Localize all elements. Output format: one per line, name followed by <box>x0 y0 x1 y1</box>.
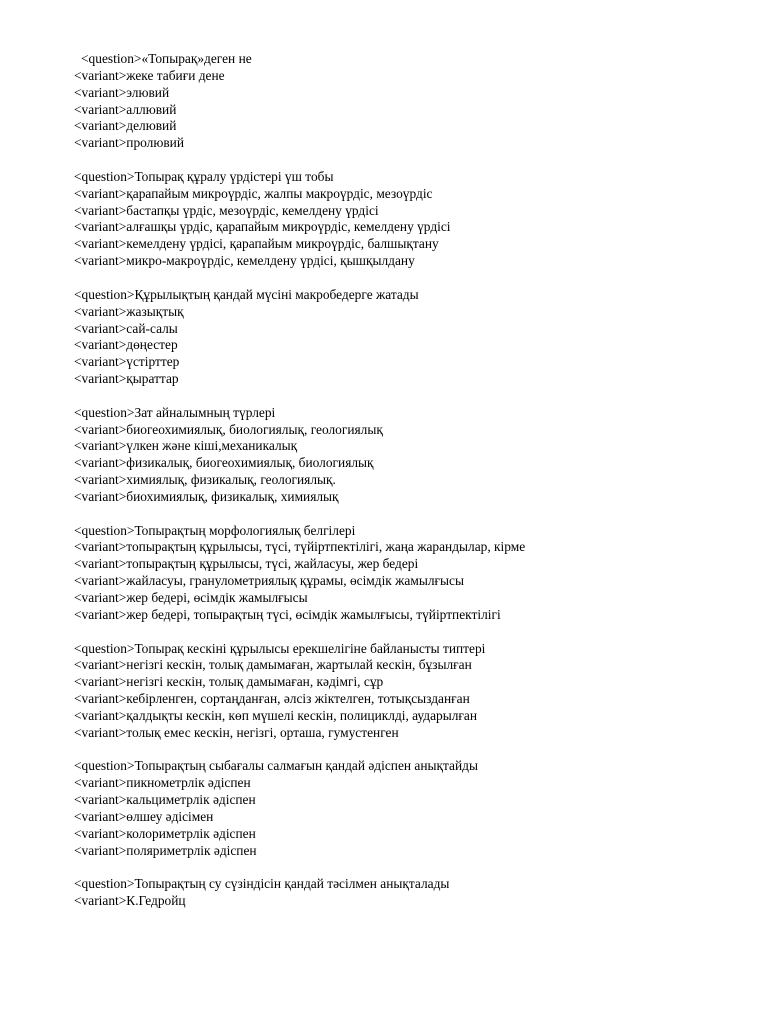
variant-text: <variant>қалдықты кескін, көп мүшелі кескін, полициклді, аударылған <box>74 707 478 723</box>
question-text: <question>«Топырақ»деген не <box>81 51 252 66</box>
variant-text: <variant>К.Гедройц <box>74 893 186 909</box>
variant-text: <variant>топырақтың құрылысы, түсі, жайласуы, жер бедері <box>74 556 419 572</box>
variant-text: <variant>өлшеу әдісімен <box>74 808 214 824</box>
variant-text: <variant>делювий <box>74 118 177 134</box>
variant-text: <variant>биогеохимиялық, биологиялық, геологиялық <box>74 421 383 437</box>
variant-text: <variant>толық емес кескін, негізгі, орташа, гумустенген <box>74 724 399 740</box>
question-text: <question>Топырақ кескіні құрылысы ерекшелігіне байланысты типтері <box>74 640 486 656</box>
variant-text: <variant>үлкен және кіші,механикалық <box>74 438 298 454</box>
variant-text: <variant>жер бедері, өсімдік жамылғысы <box>74 590 308 605</box>
question-text: <question>Құрылықтың қандай мүсіні макробедерге жатады <box>74 286 419 302</box>
variant-text: <variant>сай-салы <box>74 320 178 336</box>
variant-text: <variant>жазықтық <box>74 303 184 319</box>
variant-text: <variant>жер бедері, топырақтың түсі, өсімдік жамылғысы, түйіртпектілігі <box>74 606 501 622</box>
variant-text: <variant>кебірленген, сортаңданған, әлсіз жіктелген, тотықсызданған <box>74 691 470 707</box>
variant-text: <variant>колориметрлік әдіспен <box>74 825 256 841</box>
variant-text: <variant>микро-макроүрдіс, кемелдену үрдісі, қышқылдану <box>74 253 415 269</box>
variant-text: <variant>пролювий <box>74 135 185 151</box>
variant-text: <variant>жайласуы, гранулометриялық құрамы, өсімдік жамылғысы <box>74 573 464 589</box>
variant-text: <variant>негізгі кескін, толық дамымаған, жартылай кескін, бұзылған <box>74 657 472 673</box>
question-block <box>74 641 734 742</box>
question-block <box>74 51 734 152</box>
question-text: <question>Топырақтың морфологиялық белгілері <box>74 522 356 538</box>
question-text: <question>Зат айналымның түрлері <box>74 404 276 420</box>
variant-text: <variant>биохимиялық, физикалық, химиялық <box>74 488 339 504</box>
variant-text: <variant>дөңестер <box>74 337 178 353</box>
variant-text: <variant>жеке табиғи дене <box>74 67 225 83</box>
question-block <box>74 523 734 624</box>
question-list <box>74 51 734 927</box>
variant-text: <variant>алғашқы үрдіс, қарапайым микроүрдіс, кемелдену үрдісі <box>74 219 451 235</box>
variant-text: <variant>элювий <box>74 84 170 100</box>
question-block <box>74 405 734 506</box>
variant-text: <variant>химиялық, физикалық, геологиялық. <box>74 472 336 488</box>
variant-text: <variant>физикалық, биогеохимиялық, биологиялық <box>74 455 374 471</box>
variant-text: <variant>аллювий <box>74 101 177 117</box>
variant-text: <variant>пикнометрлік әдіспен <box>74 775 251 791</box>
variant-text: <variant>үстірттер <box>74 354 180 370</box>
question-block <box>74 876 734 910</box>
variant-text: <variant>кемелдену үрдісі, қарапайым микроүрдіс, балшықтану <box>74 236 439 252</box>
variant-text: <variant>қыраттар <box>74 371 179 387</box>
question-text: <question>Топырақ құралу үрдістері үш тобы <box>74 168 334 184</box>
variant-text: <variant>кальциметрлік әдіспен <box>74 792 256 808</box>
question-block <box>74 169 734 270</box>
question-block <box>74 287 734 388</box>
variant-text: <variant>поляриметрлік әдіспен <box>74 842 257 858</box>
variant-text: <variant>негізгі кескін, толық дамымаған, кәдімгі, сұр <box>74 674 384 690</box>
variant-text: <variant>қарапайым микроүрдіс, жалпы макроүрдіс, мезоүрдіс <box>74 185 433 201</box>
variant-text: <variant>бастапқы үрдіс, мезоүрдіс, кемелдену үрдісі <box>74 202 379 218</box>
question-text: <question>Топырақтың сыбағалы салмағын қандай әдіспен анықтайды <box>74 758 478 774</box>
variant-text: <variant>топырақтың құрылысы, түсі, түйіртпектілігі, жаңа жарандылар, кірме <box>74 539 526 555</box>
question-text: <question>Топырақтың су сүзіндісін қандай тәсілмен анықталады <box>74 876 450 892</box>
question-block <box>74 758 734 859</box>
